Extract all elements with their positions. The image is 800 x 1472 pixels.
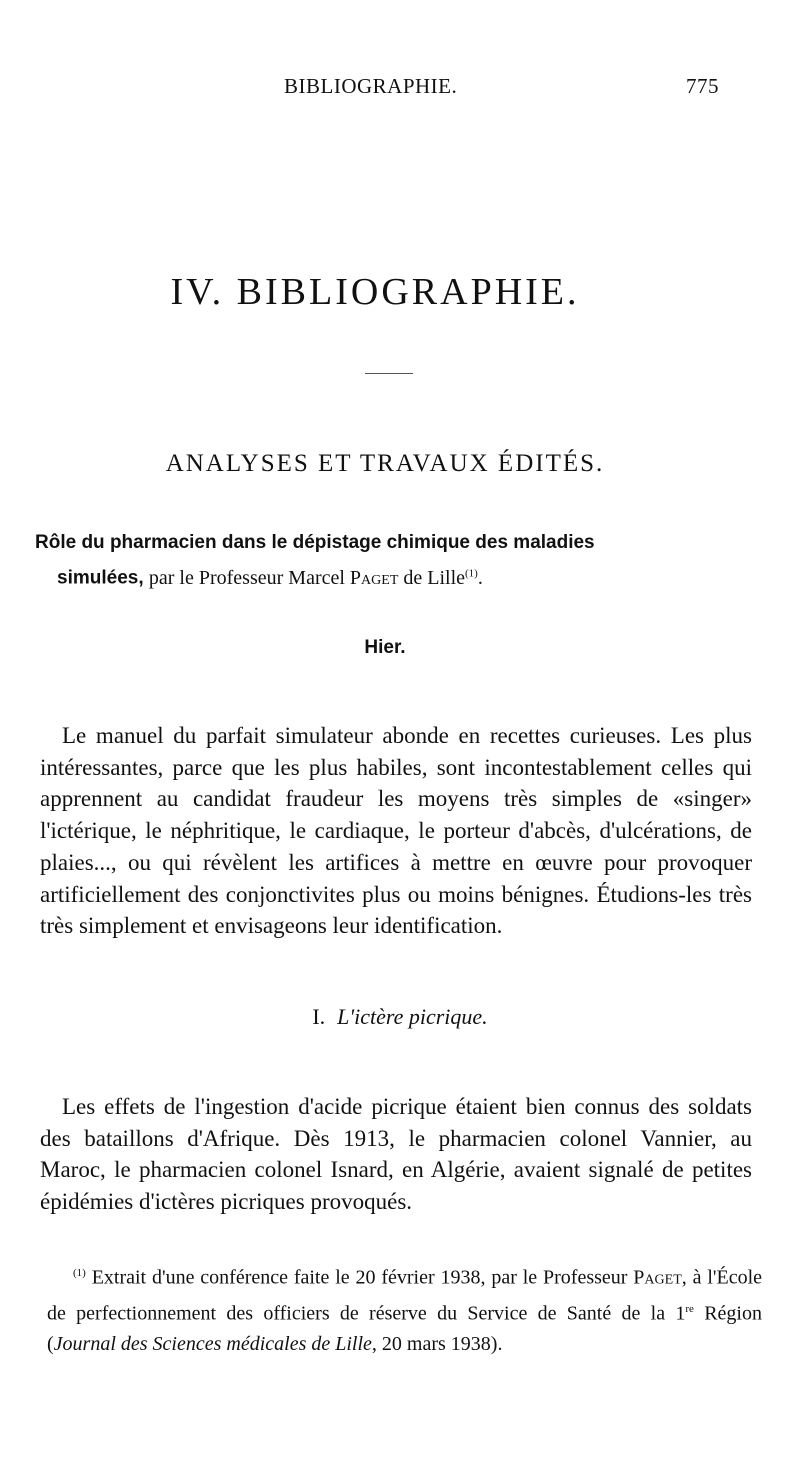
author-prefix: par le Professeur Marcel — [148, 566, 345, 589]
footnote-text-c: Région ( — [47, 1302, 762, 1356]
footnote-sup: re — [685, 1302, 694, 1315]
running-title: BIBLIOGRAPHIE. — [284, 74, 458, 98]
section-heading-1 — [0, 1004, 800, 1030]
article-author — [149, 567, 483, 589]
page-number: 775 — [686, 74, 719, 98]
section-number: I. — [312, 1004, 326, 1029]
divider-rule — [365, 373, 413, 374]
section-title: IV. BIBLIOGRAPHIE. — [170, 271, 580, 313]
footnote-text-d: , 20 mars 1938). — [371, 1333, 503, 1356]
running-header — [0, 74, 800, 104]
article-title-line2-wrap — [35, 558, 775, 594]
footnote-body — [47, 1258, 762, 1360]
section-heading-title: L'ictère picrique. — [337, 1004, 488, 1029]
title-period: . — [477, 566, 483, 589]
subsection-title: ANALYSES ET TRAVAUX ÉDITÉS. — [165, 450, 605, 477]
footnote-journal: Journal des Sciences médicales de Lille — [53, 1333, 372, 1356]
author-suffix: de Lille — [403, 566, 466, 589]
author-name: Paget — [349, 566, 399, 589]
footnote-mark: (1) — [73, 1267, 86, 1279]
footnote — [47, 1258, 762, 1360]
paragraph-picric: Les effets de l'ingestion d'acide picrique étaient bien connus des soldats des bataillons d'Afrique. Dès 1913, le pharmacien colonel Vannier, au Maroc, le pharmacien colonel Isnard, en Algérie, avaient signalé de petites épidémies d'ictères picriques provoqués. — [40, 1094, 752, 1215]
footnote-reference: (1) — [465, 567, 478, 579]
paragraph-intro: Le manuel du parfait simulateur abonde en recettes curieuses. Les plus intéressantes, parce que les plus habiles, sont incontestablement celles qui apprennent au candidat fraudeur les moyens très simples de «singer» l'ictérique, le néphritique, le cardiaque, le porteur d'abcès, d'ulcérations, de plaies..., ou qui révèlent les artifices à mettre en œuvre pour provoquer artificiellement des conjonctivites plus ou moins bénignes. Étudions-les très très simplement et envisageons leur identification. — [40, 723, 752, 939]
subheading-hier: Hier. — [364, 637, 406, 658]
footnote-text-b: , à l'École de perfectionnement des officiers de réserve du Service de Santé de la 1 — [47, 1266, 763, 1325]
footnote-text-a: Extrait d'une conférence faite le 20 février 1938, par le Professeur — [91, 1266, 628, 1289]
article-title — [35, 528, 775, 594]
article-title-line1: Rôle du pharmacien dans le dépistage chimique des maladies — [35, 532, 595, 553]
footnote-name: Paget — [633, 1266, 682, 1289]
article-title-line2: simulées, — [57, 567, 144, 589]
